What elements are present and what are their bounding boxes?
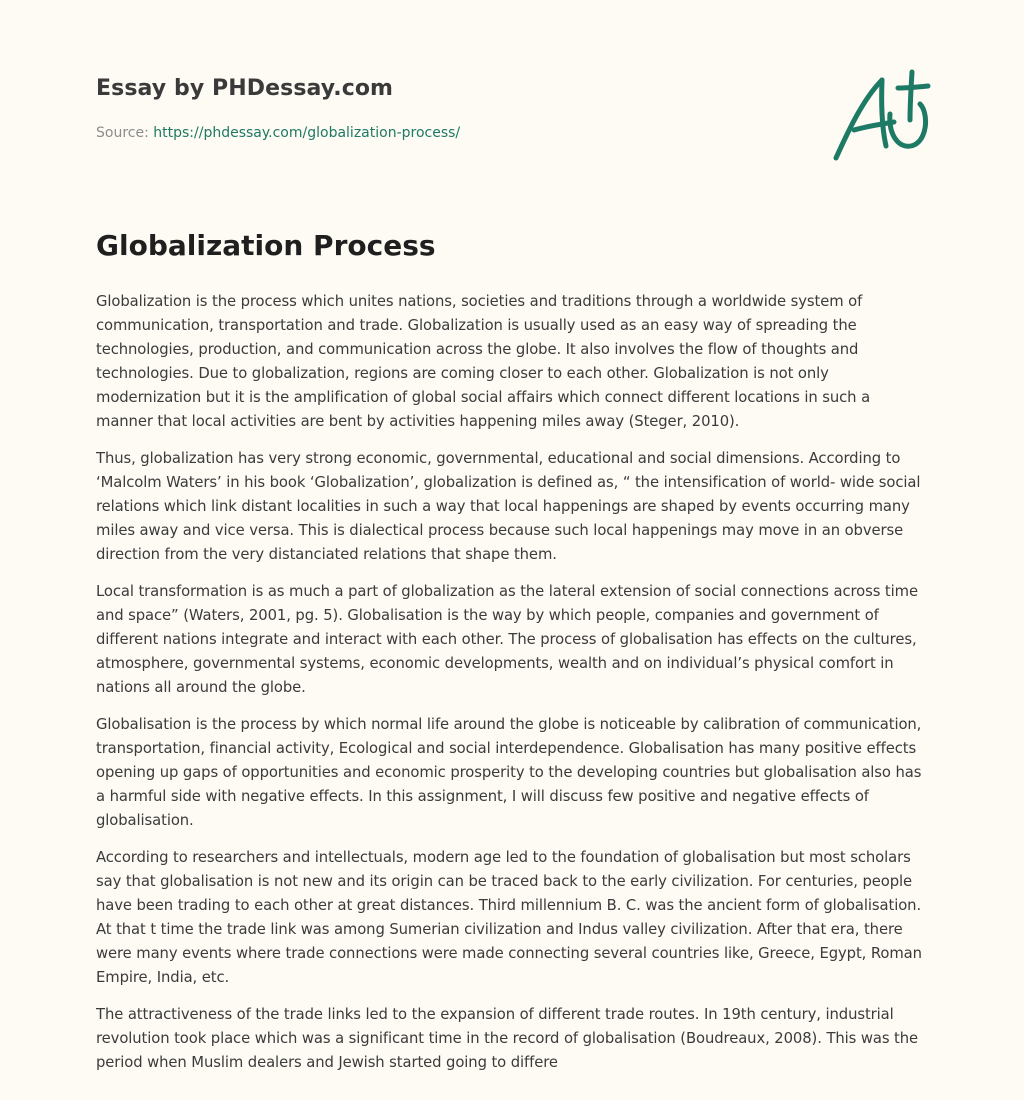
brand-title: Essay by PHDessay.com — [96, 76, 394, 101]
essay-paragraph: The attractiveness of the trade links led to the expansion of different trade routes. In 19th century, industrial revolution took place which was a significant time in the record of globalisation (Boudreaux, 2008). This was the period when Muslim dealers and Jewish started going to differe — [96, 1006, 919, 1071]
a-plus-logo-icon — [824, 66, 934, 166]
source-line — [96, 125, 460, 141]
source-link[interactable]: https://phdessay.com/globalization-process/ — [153, 125, 461, 141]
essay-paragraph: Local transformation is as much a part of globalization as the lateral extension of social connections across time and space” (Waters, 2001, pg. 5). Globalisation is the way by which people, companies and government of different nations integrate and interact with each other. The process of globalisation has effects on the cultures, atmosphere, governmental systems, economic developments, wealth and on individual’s physical comfort in nations all around the globe. — [96, 583, 918, 696]
essay-paragraph: Globalisation is the process by which normal life around the globe is noticeable by calibration of communication, transportation, financial activity, Ecological and social interdependence. Globalisation has many positive effects opening up gaps of opportunities and economic prosperity to the developing countries but globalisation also has a harmful side with negative effects. In this assignment, I will discuss few positive and negative effects of globalisation. — [96, 716, 922, 829]
essay-paragraph: According to researchers and intellectuals, modern age led to the foundation of globalisation but most scholars say that globalisation is not new and its origin can be traced back to the early civilization. For centuries, people have been trading to each other at great distances. Third millennium B. C. was the ancient form of globalisation. At that t time the trade link was among Sumerian civilization and Indus valley civilization. After that era, there were many events where trade connections were made connecting several countries like, Greece, Egypt, Roman Empire, India, etc. — [96, 849, 922, 986]
essay-paragraph: Globalization is the process which unites nations, societies and traditions through a worldwide system of communication, transportation and trade. Globalization is usually used as an easy way of spreading the technologies, production, and communication across the globe. It also involves the flow of thoughts and technologies. Due to globalization, regions are coming closer to each other. Globalization is not only modernization but it is the amplification of global social affairs which connect different locations in such a manner that local activities are bent by activities happening miles away (Steger, 2010). — [96, 293, 871, 430]
essay-body — [96, 290, 928, 1075]
essay-paragraph: Thus, globalization has very strong economic, governmental, educational and social dimensions. According to ‘Malcolm Waters’ in his book ‘Globalization’, globalization is defined as, “ the intensification of world- wide social relations which link distant localities in such a way that local happenings are shaped by events occurring many miles away and vice versa. This is dialectical process because such local happenings may move in an obverse direction from the very distanciated relations that shape them. — [96, 450, 921, 563]
essay-title: Globalization Process — [96, 229, 436, 262]
source-label: Source: — [96, 125, 149, 141]
page-header — [96, 0, 928, 200]
